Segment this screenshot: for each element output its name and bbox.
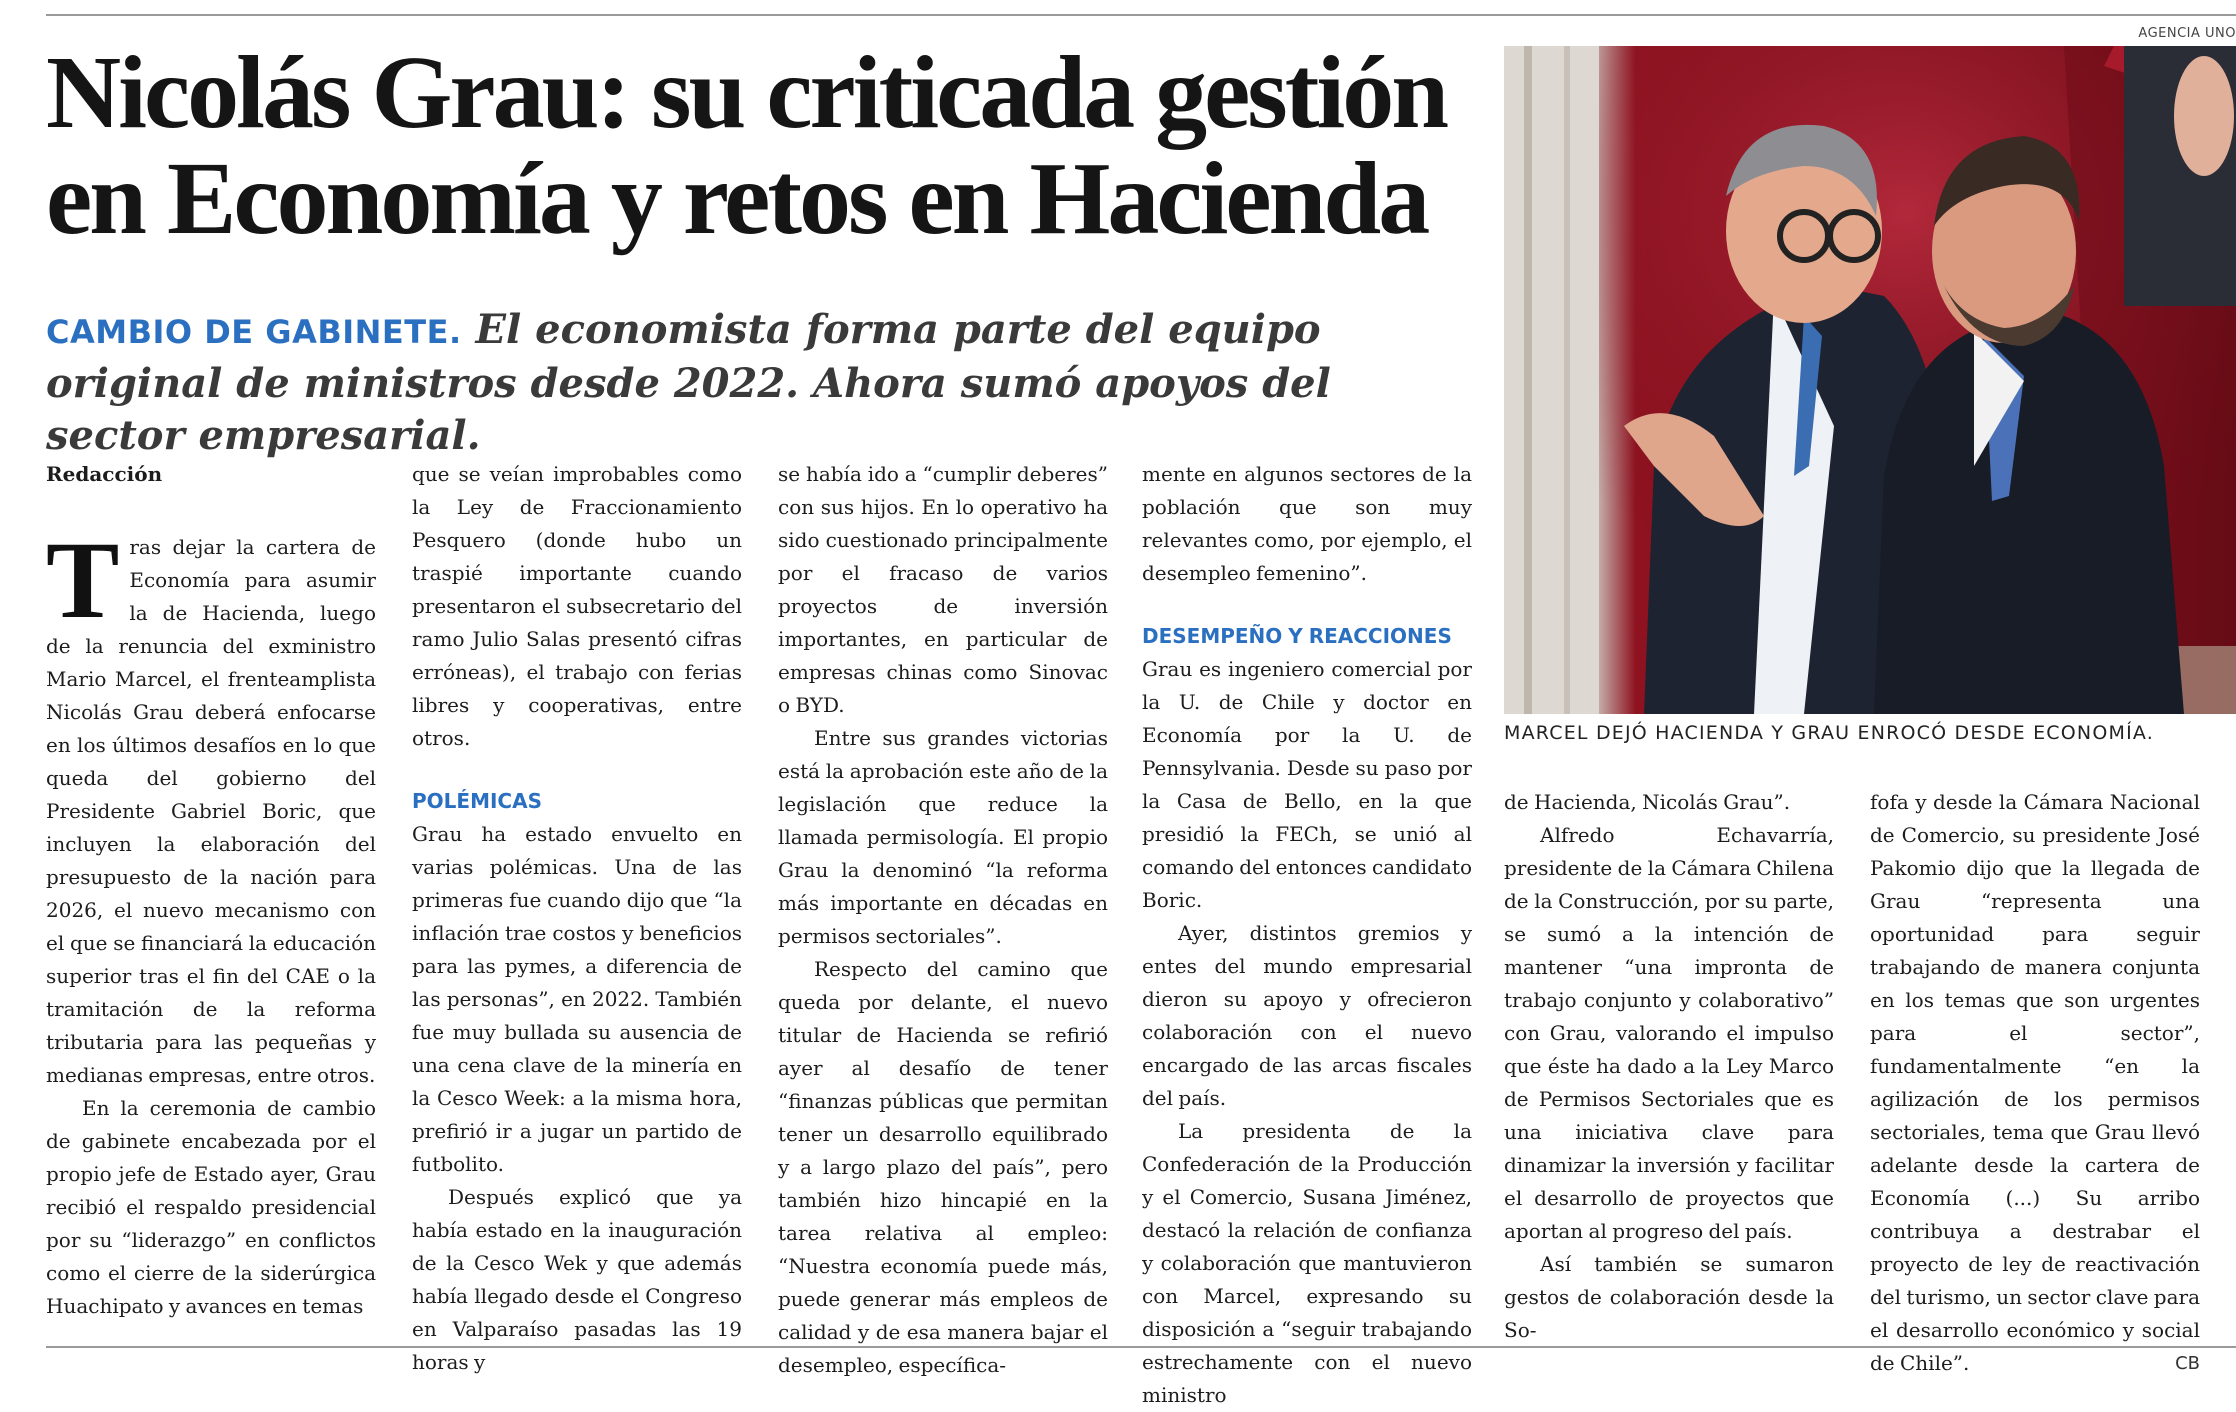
- paragraph: se había ido a “cumplir deberes” con sus hijos. En lo operativo ha sido cuestionado principalmente por el fracaso de varios proyectos de inversión importantes, en particular de empresas chinas como Sinovac o BYD.: [778, 462, 1108, 717]
- text-column-2: [412, 458, 742, 1379]
- drop-cap: T: [46, 519, 120, 641]
- paragraph: La presidenta de la Confederación de la Producción y el Comercio, Susana Jiménez, destacó la relación de confianza y colaboración que mantuvieron con Marcel, expresando su disposición a “seguir trabajando estrechamente con el nuevo ministro: [1142, 1119, 1472, 1407]
- subhead-polemicas: POLÉMICAS: [412, 789, 542, 813]
- text-column-4: [1142, 458, 1472, 1412]
- photo-illustration: [1504, 46, 2236, 714]
- subhead-desempeno: DESEMPEÑO Y REACCIONES: [1142, 624, 1452, 648]
- deck: [46, 304, 1466, 462]
- deck-text: El economista forma parte del equipo original de ministros desde 2022. Ahora sumó apoyos del sector empresarial.: [46, 306, 1331, 459]
- text-column-6: [1870, 786, 2200, 1380]
- paragraph: Grau es ingeniero comercial por la U. de Chile y doctor en Economía por la U. de Pennsylvania. Desde su paso por la Casa de Bello, en la que presidió la FECh, se unió al comando del entonces candidato Boric.: [1142, 657, 1472, 912]
- bottom-rule: [46, 1346, 2236, 1348]
- paragraph: Alfredo Echavarría, presidente de la Cámara Chilena de la Construcción, por su parte, se sumó a la intención de mantener “una impronta de trabajo conjunto y colaborativo” con Grau, valorando el impulso que éste ha dado a la Ley Marco de Permisos Sectoriales que es una iniciativa clave para dinamizar la inversión y facilitar el desarrollo de proyectos que aportan al progreso del país.: [1504, 823, 1834, 1243]
- top-rule: [46, 14, 2236, 16]
- paragraph: Así también se sumaron gestos de colaboración desde la So-: [1504, 1252, 1834, 1342]
- paragraph: Después explicó que ya había estado en la inauguración de la Cesco Wek y que además había llegado desde el Congreso en Valparaíso pasadas las 19 horas y: [412, 1185, 742, 1374]
- headline: Nicolás Grau: su criticada gestión en Economía y retos en Hacienda: [46, 35, 1447, 256]
- article-photo: [1504, 46, 2236, 714]
- paragraph: Respecto del camino que queda por delante, el nuevo titular de Hacienda se refirió ayer al desafío de tener “finanzas públicas que permitan tener un desarrollo equilibrado y a largo plazo del país”, pero también hizo hincapié en la tarea relativa al empleo: “Nuestra economía puede más, puede generar más empleos de calidad y de esa manera bajar el desempleo, específica-: [778, 957, 1108, 1377]
- paragraph: Grau ha estado envuelto en varias polémicas. Una de las primeras fue cuando dijo que “la inflación trae costos y beneficios para las pymes, a diferencia de las personas”, en 2022. También fue muy bullada su ausencia de una cena clave de la minería en la Cesco Week: a la misma hora, prefirió ir a jugar un partido de futbolito.: [412, 822, 742, 1176]
- photo-credit: AGENCIA UNO: [2138, 26, 2236, 41]
- paragraph: que se veían improbables como la Ley de Fraccionamiento Pesquero (donde hubo un traspié importante cuando presentaron el subsecretario del ramo Julio Salas presentó cifras erróneas), el trabajo con ferias libres y cooperativas, entre otros.: [412, 462, 742, 750]
- paragraph: fofa y desde la Cámara Nacional de Comercio, su presidente José Pakomio dijo que la llegada de Grau “representa una oportunidad para seguir trabajando de manera conjunta en los temas que son urgentes para el sector”, fundamentalmente “en la agilización de los permisos sectoriales, tema que Grau llevó adelante desde la cartera de Economía (...) Su arribo contribuya a destrabar el proyecto de ley de reactivación del turismo, un sector clave para el desarrollo económico y social de Chile”. CB: [1870, 786, 2200, 1380]
- text-column-5: [1504, 786, 1834, 1347]
- end-mark: CB: [2175, 1353, 2200, 1374]
- paragraph: En la ceremonia de cambio de gabinete encabezada por el propio jefe de Estado ayer, Grau recibió el respaldo presidencial por su “liderazgo” en conflictos como el cierre de la siderúrgica Huachipato y avances en temas: [46, 1096, 376, 1318]
- text-column-1: [46, 458, 376, 1323]
- paragraph: de Hacienda, Nicolás Grau”.: [1504, 790, 1791, 814]
- paragraph-lead: Tras dejar la cartera de Economía para asumir la de Hacienda, luego de la renuncia del exministro Mario Marcel, el frenteamplista Nicolás Grau deberá enfocarse en los últimos desafíos en lo que queda del gobierno del Presidente Gabriel Boric, que incluyen la elaboración del presupuesto de la nación para 2026, el nuevo mecanismo con el que se financiará la educación superior tras el fin del CAE o la tramitación de la reforma tributaria para las pequeñas y medianas empresas, entre otros.: [46, 519, 376, 1087]
- paragraph: mente en algunos sectores de la población que son muy relevantes como, por ejemplo, el desempleo femenino”.: [1142, 462, 1472, 585]
- kicker: CAMBIO DE GABINETE.: [46, 313, 462, 351]
- byline: Redacción: [46, 462, 163, 486]
- text-column-3: [778, 458, 1108, 1382]
- photo-caption: MARCEL DEJÓ HACIENDA Y GRAU ENROCÓ DESDE ECONOMÍA.: [1504, 722, 2154, 744]
- paragraph: Entre sus grandes victorias está la aprobación este año de la legislación que reduce la llamada permisología. El propio Grau la denominó “la reforma más importante en décadas en permisos sectoriales”.: [778, 726, 1108, 948]
- paragraph: Ayer, distintos gremios y entes del mundo empresarial dieron su apoyo y ofrecieron colaboración con el nuevo encargado de las arcas fiscales del país.: [1142, 921, 1472, 1110]
